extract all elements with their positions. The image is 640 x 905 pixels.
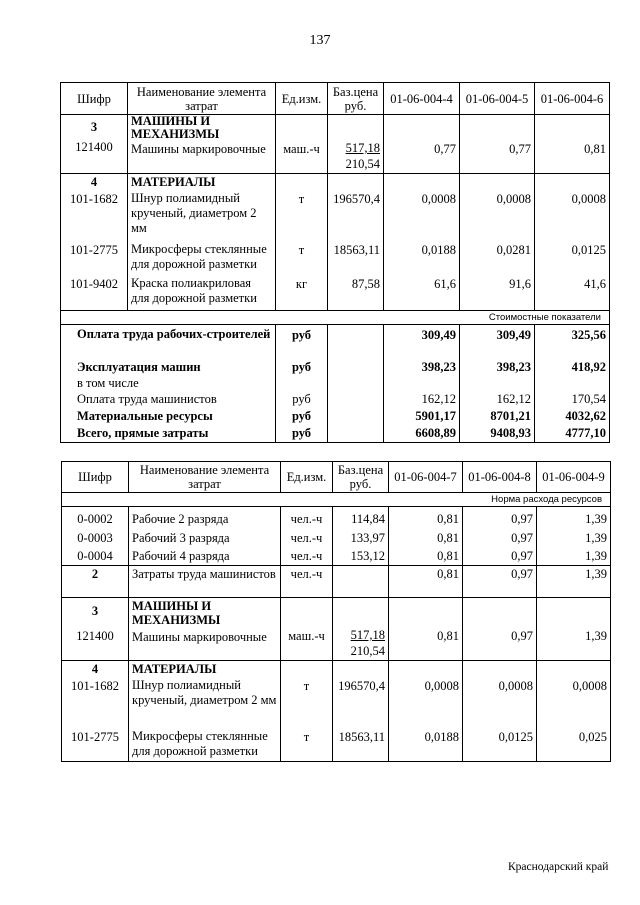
value-col-2: 0,97 bbox=[463, 566, 537, 598]
header-name: Наименование элемента затрат bbox=[128, 83, 276, 115]
material-code: 101-1682 bbox=[70, 192, 118, 206]
section-title: МАШИНЫ И МЕХАНИЗМЫ bbox=[132, 599, 221, 627]
table-header-row bbox=[61, 83, 610, 115]
material-unit: т bbox=[298, 243, 305, 257]
cost-name: Материальные ресурсы bbox=[61, 408, 276, 425]
material-name: Шнур полиамидный крученый, диаметром 2 мм bbox=[132, 678, 277, 707]
section-title: МАШИНЫ И МЕХАНИЗМЫ bbox=[131, 114, 220, 141]
cost-row-total bbox=[61, 425, 610, 443]
material-unit: кг bbox=[295, 277, 308, 291]
value-col-3: 0,0008 bbox=[572, 679, 607, 693]
cost-value-1: 6608,89 bbox=[384, 425, 460, 443]
workers-section bbox=[62, 507, 611, 566]
header-unit: Ед.изм. bbox=[276, 83, 328, 115]
cost-name: Эксплуатация машин bbox=[77, 360, 201, 374]
value-col-3: 41,6 bbox=[584, 277, 606, 291]
material-code: 101-9402 bbox=[70, 277, 118, 291]
value-col-3: 0,0008 bbox=[571, 192, 606, 206]
worker-code: 0-0003 bbox=[77, 531, 113, 545]
cost-row-operators bbox=[61, 391, 610, 408]
resource-price: 517,18 bbox=[350, 628, 385, 642]
header-col-1: 01-06-004-7 bbox=[389, 462, 463, 493]
cost-row-machines bbox=[61, 359, 610, 391]
resource-code: 121400 bbox=[75, 140, 113, 154]
cost-value-1: 5901,17 bbox=[384, 408, 460, 425]
resource-name: Затраты труда машинистов bbox=[129, 566, 281, 598]
resource-unit: чел.-ч bbox=[281, 566, 333, 598]
section-title: МАТЕРИАЛЫ bbox=[132, 662, 217, 676]
worker-code: 0-0004 bbox=[77, 549, 113, 563]
value-col-3: 1,39 bbox=[585, 531, 607, 545]
machines-section bbox=[61, 115, 610, 174]
section-number: 3 bbox=[90, 120, 98, 134]
cost-value-1: 162,12 bbox=[384, 391, 460, 408]
cost-value-3: 4777,10 bbox=[535, 425, 610, 443]
cost-value-3: 325,56 bbox=[535, 325, 610, 360]
norm-subheader-row bbox=[62, 493, 611, 507]
footer-region: Краснодарский край bbox=[508, 861, 609, 873]
value-col-1: 0,81 bbox=[437, 549, 459, 563]
cost-name: Оплата труда машинистов bbox=[61, 391, 276, 408]
cost-value-3: 418,92 bbox=[535, 359, 610, 391]
material-name: Микросферы стеклянные для дорожной разметки bbox=[131, 242, 267, 271]
value-col-1: 61,6 bbox=[434, 277, 456, 291]
value-col-3: 0,81 bbox=[584, 142, 606, 156]
resource-price: 517,18 bbox=[345, 141, 380, 155]
worker-unit: чел.-ч bbox=[290, 512, 323, 526]
value-col-2: 0,0125 bbox=[498, 730, 533, 744]
resource-unit: маш.-ч bbox=[288, 629, 325, 643]
cost-value-2: 398,23 bbox=[460, 359, 535, 391]
material-code: 101-2775 bbox=[71, 730, 119, 744]
material-code: 101-2775 bbox=[70, 243, 118, 257]
header-name: Наименование элемента затрат bbox=[129, 462, 281, 493]
header-col-1: 01-06-004-4 bbox=[384, 83, 460, 115]
section-number: 4 bbox=[90, 175, 98, 189]
header-col-3: 01-06-004-9 bbox=[537, 462, 611, 493]
table-header-row bbox=[62, 462, 611, 493]
value-col-3: 1,39 bbox=[585, 512, 607, 526]
material-unit: т bbox=[303, 679, 310, 693]
section-number: 3 bbox=[91, 604, 99, 618]
value-col-1: 0,0008 bbox=[424, 679, 459, 693]
material-price: 196570,4 bbox=[333, 192, 380, 206]
value-col-2: 0,97 bbox=[511, 549, 533, 563]
cost-value-2: 8701,21 bbox=[460, 408, 535, 425]
value-col-2: 0,97 bbox=[511, 531, 533, 545]
value-col-2: 0,0008 bbox=[498, 679, 533, 693]
header-unit: Ед.изм. bbox=[281, 462, 333, 493]
resource-table-2 bbox=[61, 461, 611, 762]
value-col-2: 91,6 bbox=[509, 277, 531, 291]
cost-value-2: 309,49 bbox=[460, 325, 535, 360]
resource-name: Машины маркировочные bbox=[132, 630, 267, 644]
value-col-1: 0,81 bbox=[389, 566, 463, 598]
cost-value-1: 309,49 bbox=[384, 325, 460, 360]
value-col-2: 0,97 bbox=[511, 512, 533, 526]
cost-subheader-row bbox=[61, 311, 610, 325]
machines-section bbox=[62, 598, 611, 661]
resource-name: Машины маркировочные bbox=[131, 142, 266, 156]
worker-code: 0-0002 bbox=[77, 512, 113, 526]
worker-unit: чел.-ч bbox=[290, 549, 323, 563]
material-price: 18563,11 bbox=[338, 730, 385, 744]
cost-value-1: 398,23 bbox=[384, 359, 460, 391]
material-name: Краска полиакриловая для дорожной разметки bbox=[131, 276, 257, 305]
material-price: 87,58 bbox=[351, 277, 380, 291]
operator-price: 210,54 bbox=[350, 644, 385, 658]
norm-subheader: Норма расхода ресурсов bbox=[62, 493, 611, 507]
value-col-3: 0,0125 bbox=[571, 243, 606, 257]
resource-code: 121400 bbox=[76, 629, 114, 643]
worker-name: Рабочий 4 разряда bbox=[132, 549, 230, 563]
cost-unit: руб bbox=[276, 408, 328, 425]
section-number: 2 bbox=[62, 566, 129, 598]
cost-unit: руб bbox=[276, 359, 328, 391]
header-col-2: 01-06-004-8 bbox=[463, 462, 537, 493]
material-price: 196570,4 bbox=[338, 679, 385, 693]
material-name: Микросферы стеклянные для дорожной разметки bbox=[132, 729, 268, 758]
page-number: 137 bbox=[309, 33, 331, 48]
resource-table-1 bbox=[60, 82, 610, 443]
materials-section bbox=[62, 661, 611, 762]
value-col-2: 0,97 bbox=[511, 629, 533, 643]
worker-price: 114,84 bbox=[351, 512, 385, 526]
value-col-1: 0,77 bbox=[434, 142, 456, 156]
worker-price: 153,12 bbox=[350, 549, 385, 563]
worker-name: Рабочие 2 разряда bbox=[132, 512, 229, 526]
value-col-3: 1,39 bbox=[585, 549, 607, 563]
material-unit: т bbox=[303, 730, 310, 744]
value-col-3: 1,39 bbox=[537, 566, 611, 598]
worker-unit: чел.-ч bbox=[290, 531, 323, 545]
cost-value-3: 170,54 bbox=[535, 391, 610, 408]
worker-price: 133,97 bbox=[350, 531, 385, 545]
header-price: Баз.цена руб. bbox=[333, 462, 389, 493]
value-col-1: 0,0188 bbox=[424, 730, 459, 744]
cost-value-2: 9408,93 bbox=[460, 425, 535, 443]
material-code: 101-1682 bbox=[71, 679, 119, 693]
cost-name: Оплата труда рабочих-строителей bbox=[61, 325, 276, 360]
value-col-1: 0,81 bbox=[437, 531, 459, 545]
cost-value-2: 162,12 bbox=[460, 391, 535, 408]
material-name: Шнур полиамидный крученый, диаметром 2 мм bbox=[131, 191, 257, 235]
cost-row-labor bbox=[61, 325, 610, 360]
cost-row-materials bbox=[61, 408, 610, 425]
operators-row bbox=[62, 566, 611, 598]
value-col-2: 0,0008 bbox=[496, 192, 531, 206]
value-col-1: 0,0008 bbox=[421, 192, 456, 206]
worker-name: Рабочий 3 разряда bbox=[132, 531, 230, 545]
header-code: Шифр bbox=[61, 83, 128, 115]
value-col-1: 0,81 bbox=[437, 512, 459, 526]
header-price: Баз.цена руб. bbox=[328, 83, 384, 115]
value-col-1: 0,81 bbox=[437, 629, 459, 643]
cost-name: Всего, прямые затраты bbox=[61, 425, 276, 443]
cost-subheader: Стоимостные показатели bbox=[61, 311, 610, 325]
section-title: МАТЕРИАЛЫ bbox=[131, 175, 216, 189]
materials-section bbox=[61, 174, 610, 311]
operator-price: 210,54 bbox=[345, 157, 380, 171]
value-col-3: 1,39 bbox=[585, 629, 607, 643]
material-price: 18563,11 bbox=[333, 243, 380, 257]
material-unit: т bbox=[298, 192, 305, 206]
value-col-3: 0,025 bbox=[578, 730, 607, 744]
cost-value-3: 4032,62 bbox=[535, 408, 610, 425]
value-col-1: 0,0188 bbox=[421, 243, 456, 257]
header-code: Шифр bbox=[62, 462, 129, 493]
cost-unit: руб bbox=[276, 325, 328, 360]
section-number: 4 bbox=[91, 662, 99, 676]
value-col-2: 0,0281 bbox=[496, 243, 531, 257]
header-col-2: 01-06-004-5 bbox=[460, 83, 535, 115]
cost-unit: руб bbox=[276, 391, 328, 408]
header-col-3: 01-06-004-6 bbox=[535, 83, 610, 115]
value-col-2: 0,77 bbox=[509, 142, 531, 156]
resource-unit: маш.-ч bbox=[283, 142, 320, 156]
cost-unit: руб bbox=[276, 425, 328, 443]
cost-note: в том числе bbox=[77, 376, 139, 390]
